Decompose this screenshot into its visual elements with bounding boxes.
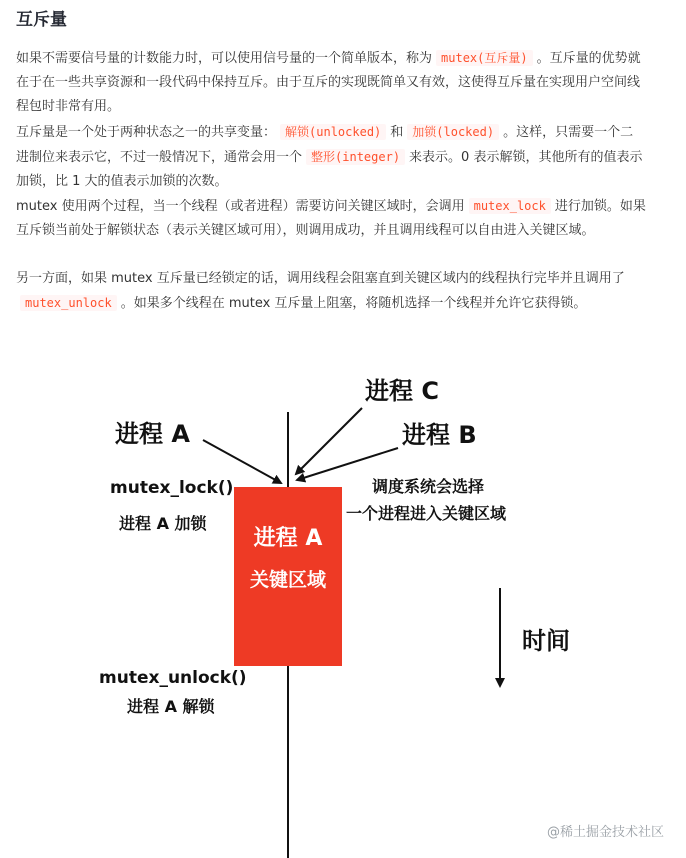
label-unlock-desc: 进程 A 解锁 [127, 697, 215, 716]
label-mutex-lock: mutex_lock() [110, 478, 234, 498]
inline-code-locked: 加锁(locked) [407, 124, 499, 140]
p4-text-before: 另一方面，如果 mutex 互斥量已经锁定的话，调用线程会阻塞直到关键区域内的线程执行完毕并且调用了 [16, 271, 625, 286]
p3-text-before: mutex 使用两个过程，当一个线程（或者进程）需要访问关键区域时，会调用 [16, 199, 465, 214]
p2-text-before: 互斥量是一个处于两种状态之一的共享变量： [16, 125, 277, 140]
label-time: 时间 [522, 627, 570, 655]
label-process-c: 进程 C [365, 377, 439, 405]
section-title: 互斥量 [16, 10, 67, 30]
p1-text-after: 。互斥量的优势就在于在一些共享资源和一段代码中保持互斥。由于互斥的实现既简单又有效，这使得互斥量在实现用户空间线程包时非常有用。 [16, 51, 641, 114]
diagram-lines [0, 350, 686, 858]
label-process-b: 进程 B [402, 421, 477, 449]
label-scheduler-line2: 一个进程进入关键区域 [346, 504, 507, 523]
watermark: @稀土掘金技术社区 [546, 825, 664, 840]
p2-text-after: 来表示。0 表示解锁，其他所有的值表示加锁，比 1 大的值表示加锁的次数。 [16, 150, 643, 189]
p2-text-mid: 。这样，只需要一个二进制位来表示它，不过一般情况下，通常会用一个 [16, 125, 634, 165]
arrow-process-a [203, 440, 281, 483]
inline-code-mutex-lock: mutex_lock [469, 198, 551, 214]
label-lock-desc: 进程 A 加锁 [119, 514, 207, 533]
inline-code-integer: 整形(integer) [306, 149, 405, 165]
critical-box-title: 进程 A [253, 526, 323, 551]
label-scheduler-line1: 调度系统会选择 [372, 477, 485, 496]
p4-text-after: 。如果多个线程在 mutex 互斥量上阻塞，将随机选择一个线程并允许它获得锁。 [120, 296, 587, 311]
p2-text-and: 和 [390, 125, 404, 140]
p3-text-after: 进行加锁。如果互斥锁当前处于解锁状态（表示关键区域可用），则调用成功，并且调用线程可以自由进入关键区域。 [16, 199, 646, 238]
label-mutex-unlock: mutex_unlock() [99, 668, 247, 688]
paragraph-3 [16, 194, 646, 243]
paragraph-1 [16, 46, 646, 119]
paragraph-2 [16, 120, 646, 194]
mutex-diagram [0, 350, 686, 858]
inline-code-mutex: mutex(互斥量) [436, 50, 533, 66]
inline-code-unlocked: 解锁(unlocked) [280, 124, 386, 140]
arrow-process-c [296, 408, 362, 474]
label-process-a: 进程 A [115, 420, 190, 448]
critical-region-box [234, 487, 342, 666]
paragraph-4 [16, 267, 646, 316]
inline-code-mutex-unlock: mutex_unlock [20, 295, 117, 311]
critical-box-subtitle: 关键区域 [249, 569, 326, 591]
p1-text-before: 如果不需要信号量的计数能力时，可以使用信号量的一个简单版本，称为 [16, 51, 433, 66]
